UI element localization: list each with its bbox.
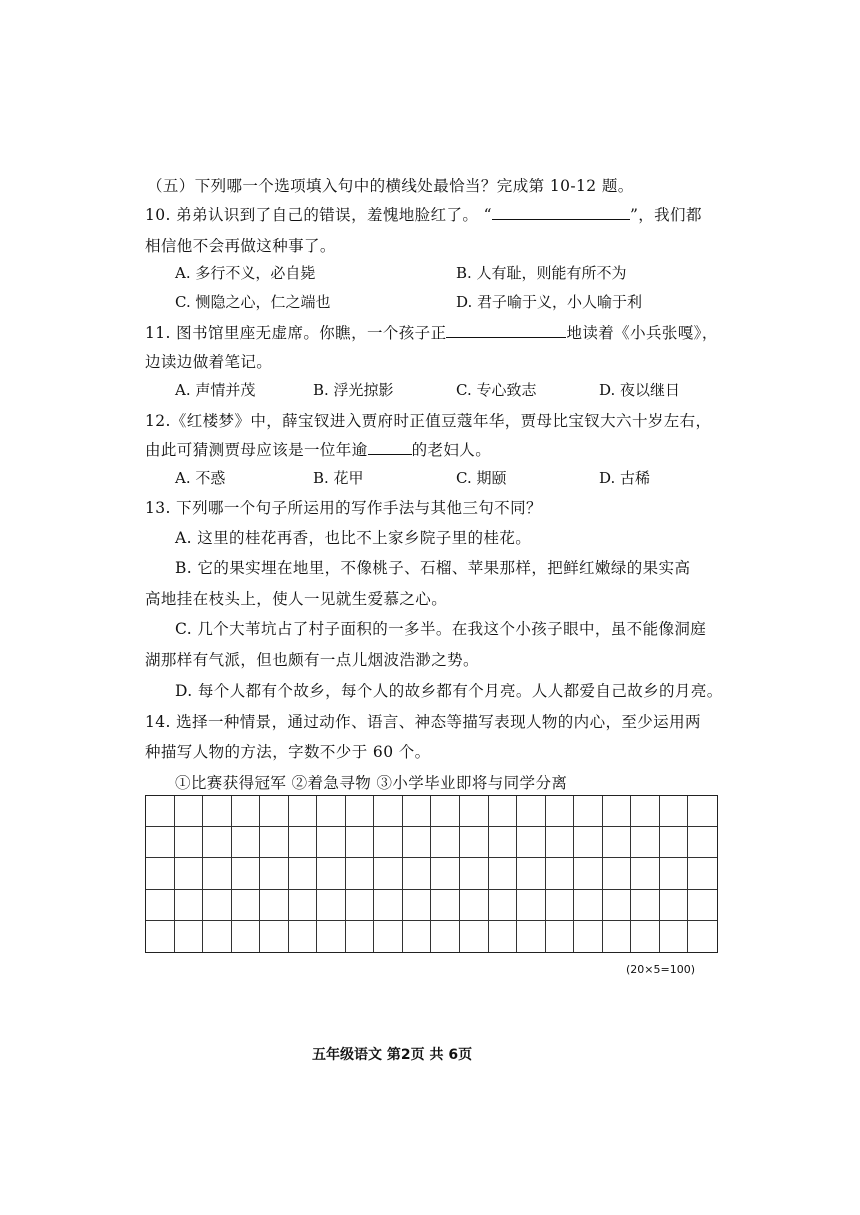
grid-cell[interactable] xyxy=(489,827,518,858)
grid-cell[interactable] xyxy=(289,921,318,952)
grid-cell[interactable] xyxy=(146,890,175,921)
q14-scenarios: ①比赛获得冠军 ②着急寻物 ③小学毕业即将与同学分离 xyxy=(175,774,568,792)
grid-cell[interactable] xyxy=(603,890,632,921)
grid-cell[interactable] xyxy=(517,858,546,889)
grid-cell[interactable] xyxy=(631,827,660,858)
q13-option-c-line1: C. 几个大苇坑占了村子面积的一多半。在我这个小孩子眼中，虽不能像洞庭 xyxy=(175,620,707,638)
grid-cell[interactable] xyxy=(346,796,375,827)
grid-cell[interactable] xyxy=(289,890,318,921)
grid-cell[interactable] xyxy=(175,827,204,858)
grid-cell[interactable] xyxy=(517,796,546,827)
q13-stem: 13. 下列哪一个句子所运用的写作手法与其他三句不同？ xyxy=(145,499,542,517)
grid-cell[interactable] xyxy=(631,890,660,921)
q13-option-a: A. 这里的桂花再香，也比不上家乡院子里的桂花。 xyxy=(175,529,532,547)
grid-cell[interactable] xyxy=(489,890,518,921)
grid-cell[interactable] xyxy=(574,827,603,858)
grid-cell[interactable] xyxy=(489,796,518,827)
grid-cell[interactable] xyxy=(546,890,575,921)
grid-cell[interactable] xyxy=(546,827,575,858)
grid-cell[interactable] xyxy=(346,921,375,952)
grid-cell[interactable] xyxy=(146,827,175,858)
grid-cell[interactable] xyxy=(460,827,489,858)
grid-cell[interactable] xyxy=(574,796,603,827)
grid-cell[interactable] xyxy=(346,858,375,889)
q10-option-c: C. 恻隐之心，仁之端也 xyxy=(175,293,331,311)
grid-cell[interactable] xyxy=(546,858,575,889)
grid-cell[interactable] xyxy=(260,858,289,889)
grid-cell[interactable] xyxy=(203,796,232,827)
grid-cell[interactable] xyxy=(460,796,489,827)
q12-option-a: A. 不惑 xyxy=(175,469,226,487)
q11-line2: 边读边做着笔记。 xyxy=(145,353,273,371)
q10-option-d: D. 君子喻于义，小人喻于利 xyxy=(456,293,643,311)
grid-cell[interactable] xyxy=(203,827,232,858)
q12-option-d: D. 古稀 xyxy=(599,469,651,487)
grid-cell[interactable] xyxy=(175,858,204,889)
q11-text-b: 地读着《小兵张嘎》， xyxy=(566,324,718,342)
grid-cell[interactable] xyxy=(431,796,460,827)
grid-cell[interactable] xyxy=(403,796,432,827)
grid-cell[interactable] xyxy=(403,858,432,889)
grid-cell[interactable] xyxy=(603,796,632,827)
grid-cell[interactable] xyxy=(317,827,346,858)
grid-cell[interactable] xyxy=(688,858,717,889)
q13-option-b-line1: B. 它的果实埋在地里，不像桃子、石榴、苹果那样，把鲜红嫩绿的果实高 xyxy=(175,559,691,577)
q12-option-b: B. 花甲 xyxy=(313,469,364,487)
grid-cell[interactable] xyxy=(374,827,403,858)
q11-line1 xyxy=(145,321,718,343)
grid-cell[interactable] xyxy=(603,921,632,952)
q12-line1: 12.《红楼梦》中，薛宝钗进入贾府时正值豆蔻年华，贾母比宝钗大六十岁左右， xyxy=(145,412,712,430)
grid-cell[interactable] xyxy=(403,921,432,952)
q12-line2 xyxy=(145,438,491,460)
grid-cell[interactable] xyxy=(175,921,204,952)
grid-cell[interactable] xyxy=(460,858,489,889)
grid-cell[interactable] xyxy=(660,921,689,952)
grid-cell[interactable] xyxy=(175,796,204,827)
grid-cell[interactable] xyxy=(631,796,660,827)
grid-cell[interactable] xyxy=(546,796,575,827)
grid-cell[interactable] xyxy=(660,890,689,921)
grid-cell[interactable] xyxy=(660,796,689,827)
grid-cell[interactable] xyxy=(260,890,289,921)
grid-cell[interactable] xyxy=(431,858,460,889)
grid-cell[interactable] xyxy=(403,890,432,921)
grid-cell[interactable] xyxy=(203,921,232,952)
grid-cell[interactable] xyxy=(203,890,232,921)
grid-cell[interactable] xyxy=(631,921,660,952)
q10-blank xyxy=(492,205,630,220)
q10-text-b: ”，我们都 xyxy=(629,206,702,224)
grid-cell[interactable] xyxy=(232,796,261,827)
grid-cell[interactable] xyxy=(688,921,717,952)
grid-cell[interactable] xyxy=(289,858,318,889)
q10-option-a: A. 多行不义，必自毙 xyxy=(175,264,316,282)
grid-cell[interactable] xyxy=(431,890,460,921)
grid-cell[interactable] xyxy=(460,921,489,952)
grid-cell[interactable] xyxy=(660,858,689,889)
q11-option-d: D. 夜以继日 xyxy=(599,381,681,399)
grid-cell[interactable] xyxy=(374,890,403,921)
q10-line1 xyxy=(145,203,702,225)
grid-cell[interactable] xyxy=(317,858,346,889)
q11-option-b: B. 浮光掠影 xyxy=(313,381,394,399)
grid-cell[interactable] xyxy=(517,890,546,921)
grid-cell[interactable] xyxy=(631,858,660,889)
grid-cell[interactable] xyxy=(260,827,289,858)
grid-cell[interactable] xyxy=(517,827,546,858)
grid-cell[interactable] xyxy=(517,921,546,952)
grid-cell[interactable] xyxy=(232,890,261,921)
grid-cell[interactable] xyxy=(574,858,603,889)
grid-cell[interactable] xyxy=(289,827,318,858)
section-heading: （五）下列哪一个选项填入句中的横线处最恰当？完成第 10-12 题。 xyxy=(147,177,634,195)
grid-cell[interactable] xyxy=(374,796,403,827)
q10-text-a: 10. 弟弟认识到了自己的错误，羞愧地脸红了。 “ xyxy=(145,206,492,224)
grid-cell[interactable] xyxy=(146,796,175,827)
grid-cell[interactable] xyxy=(688,827,717,858)
grid-cell[interactable] xyxy=(260,796,289,827)
grid-cell[interactable] xyxy=(289,796,318,827)
q11-blank xyxy=(446,323,566,338)
grid-cell[interactable] xyxy=(175,890,204,921)
grid-cell[interactable] xyxy=(489,921,518,952)
grid-cell[interactable] xyxy=(546,921,575,952)
grid-cell[interactable] xyxy=(146,921,175,952)
q12-text-b: 的老妇人。 xyxy=(411,441,492,459)
grid-cell[interactable] xyxy=(688,890,717,921)
grid-cell[interactable] xyxy=(431,827,460,858)
grid-cell[interactable] xyxy=(489,858,518,889)
q11-option-c: C. 专心致志 xyxy=(456,381,537,399)
grid-cell[interactable] xyxy=(574,921,603,952)
writing-grid[interactable] xyxy=(145,795,718,953)
q12-option-c: C. 期颐 xyxy=(456,469,507,487)
grid-count-note: (20×5=100) xyxy=(626,963,696,976)
q13-option-b-line2: 高地挂在枝头上，使人一见就生爱慕之心。 xyxy=(145,590,448,608)
grid-cell[interactable] xyxy=(603,827,632,858)
q12-blank xyxy=(368,440,412,455)
grid-cell[interactable] xyxy=(688,796,717,827)
grid-cell[interactable] xyxy=(660,827,689,858)
q10-line2: 相信他不会再做这种事了。 xyxy=(145,237,336,255)
grid-cell[interactable] xyxy=(374,921,403,952)
q14-line1: 14. 选择一种情景，通过动作、语言、神态等描写表现人物的内心，至少运用两 xyxy=(145,713,701,731)
q14-line2: 种描写人物的方法，字数不少于 60 个。 xyxy=(145,743,431,761)
grid-cell[interactable] xyxy=(317,890,346,921)
grid-cell[interactable] xyxy=(574,890,603,921)
grid-cell[interactable] xyxy=(374,858,403,889)
q11-option-a: A. 声情并茂 xyxy=(175,381,256,399)
grid-cell[interactable] xyxy=(146,858,175,889)
grid-cell[interactable] xyxy=(603,858,632,889)
q11-text-a: 11. 图书馆里座无虚席。你瞧，一个孩子正 xyxy=(145,324,447,342)
grid-cell[interactable] xyxy=(203,858,232,889)
grid-cell[interactable] xyxy=(431,921,460,952)
q10-option-b: B. 人有耻，则能有所不为 xyxy=(456,264,627,282)
grid-cell[interactable] xyxy=(260,921,289,952)
grid-cell[interactable] xyxy=(232,921,261,952)
q12-text-a: 由此可猜测贾母应该是一位年逾 xyxy=(145,441,368,459)
grid-cell[interactable] xyxy=(317,921,346,952)
grid-cell[interactable] xyxy=(232,858,261,889)
q13-option-c-line2: 湖那样有气派，但也颇有一点儿烟波浩渺之势。 xyxy=(145,651,479,669)
grid-cell[interactable] xyxy=(346,827,375,858)
grid-cell[interactable] xyxy=(403,827,432,858)
grid-cell[interactable] xyxy=(232,827,261,858)
grid-cell[interactable] xyxy=(346,890,375,921)
page-footer: 五年级语文 第2页 共 6页 xyxy=(312,1047,473,1063)
q13-option-d: D. 每个人都有个故乡，每个人的故乡都有个月亮。人人都爱自己故乡的月亮。 xyxy=(175,682,723,700)
grid-cell[interactable] xyxy=(460,890,489,921)
grid-cell[interactable] xyxy=(317,796,346,827)
